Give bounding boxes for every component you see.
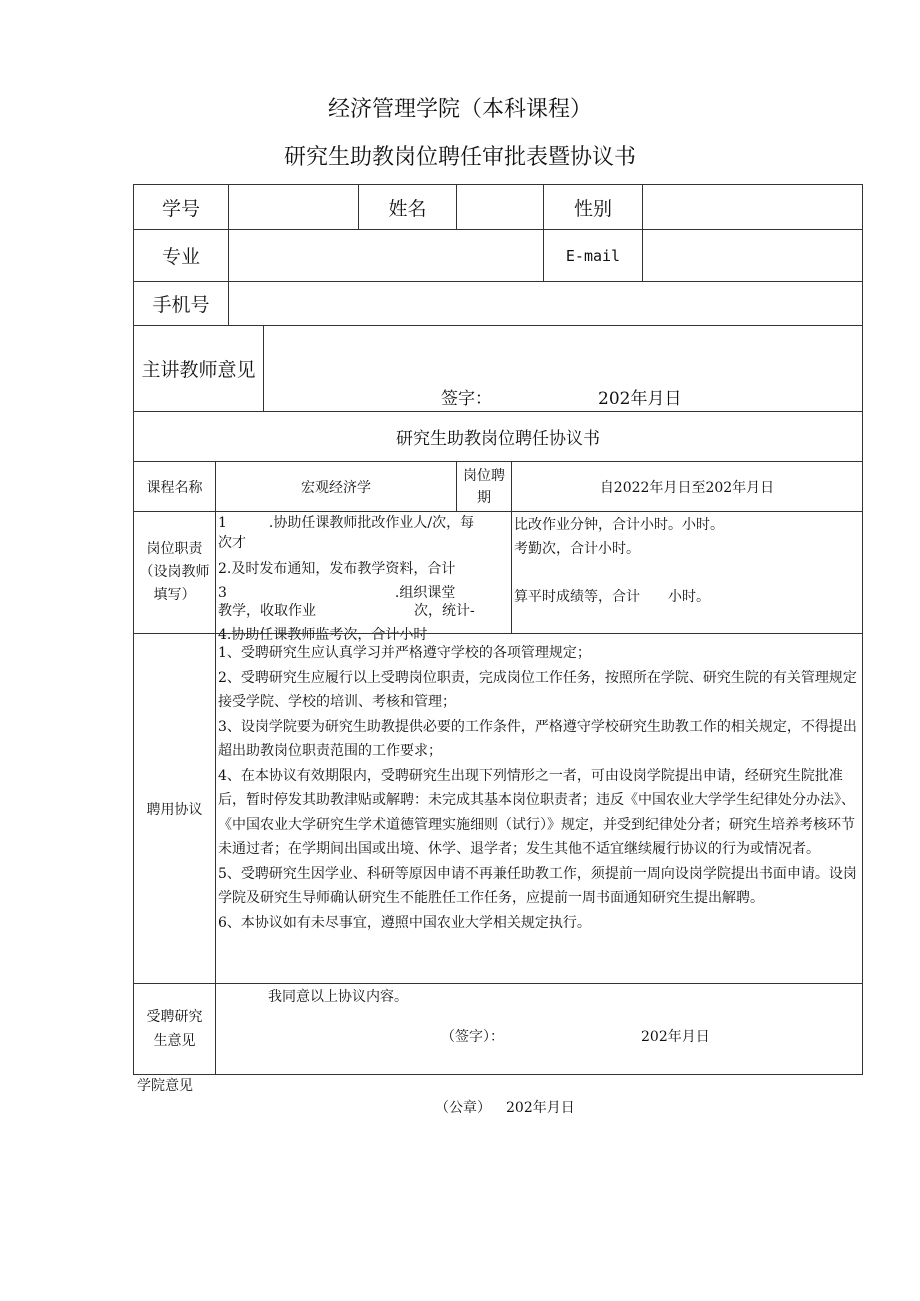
label-phone: 手机号 [133,281,229,326]
label-period: 岗位聘期 [456,461,512,512]
label-name: 姓名 [358,184,457,230]
label-gender: 性别 [543,184,643,230]
duty-line: 考勤次，合计小时。 [514,541,640,557]
title-form: 研究生助教岗位聘任审批表暨协议书 [283,145,636,170]
consent-sign-label: （签字）： [441,1029,504,1045]
label-duties: 岗位职责（设岗教师填写） [133,511,216,634]
college-seal: （公章） [435,1100,491,1116]
consent-body[interactable] [215,983,863,1075]
duty-line: 算平时成绩等，合计 小时。 [514,589,710,605]
field-gender[interactable] [642,184,863,230]
title-college: 经济管理学院（本科课程） [327,97,592,122]
period-value: 自2022年月日至202年月日 [511,461,863,512]
teacher-sign-label: 签字： [441,389,492,409]
label-major: 专业 [133,229,229,282]
label-course: 课程名称 [133,461,216,512]
consent-date: 202年月日 [641,1029,710,1045]
college-date: 202年月日 [506,1100,575,1116]
duty-line: 2.及时发布通知，发布教学资料，合计 [218,561,456,577]
duty-line: 4.协助任课教师监考次，合计小时 [218,627,428,643]
teacher-sign-date: 202年月日 [598,389,682,409]
field-name[interactable] [456,184,544,230]
section-title: 研究生助教岗位聘任协议书 [133,411,863,462]
course-value: 宏观经济学 [215,461,457,512]
duties-left [215,511,512,643]
field-major[interactable] [228,229,544,282]
agreement-item: 4、在本协议有效期限内，受聘研究生出现下列情形之一者，可由设岗学院提出申请，经研究生院批准后，暂时停发其助教津贴或解聘：未完成其基本岗位职责者；违反《中国农业大学学生纪律处分办法》、《中国农业大学研究生学术道德管理实施细则（试行）》规定，并受到纪律处分者；研究生培养考核环节未通过者；在学期间出国或出境、休学、退学者；发生其他不适宜继续履行协议的行为或情况者。 [218,767,855,857]
consent-text: 我同意以上协议内容。 [268,989,408,1005]
label-teacher-opinion: 主讲教师意见 [133,325,264,412]
duty-line: 次才 [218,535,246,551]
agreement-item: 2、受聘研究生应履行以上受聘岗位职责，完成岗位工作任务，按照所在学院、研究生院的有关管理规定接受学院、学校的培训、考核和管理； [218,669,857,710]
duty-line: 1 .协助任课教师批改作业人/次，每 [218,515,475,531]
duty-line: 比改作业分钟，合计小时。小时。 [514,517,724,533]
label-agreement: 聘用协议 [133,633,216,984]
college-opinion-label: 学院意见 [137,1078,193,1094]
field-email[interactable] [642,229,863,282]
agreement-body [215,633,863,984]
label-student-id: 学号 [133,184,229,230]
agreement-item: 3、设岗学院要为研究生助教提供必要的工作条件，严格遵守学校研究生助教工作的相关规定，不得提出超出助教岗位职责范围的工作要求； [218,718,857,759]
field-student-id[interactable] [228,184,359,230]
agreement-item: 5、受聘研究生因学业、科研等原因申请不再兼任助教工作，须提前一周向设岗学院提出书面申请。设岗学院及研究生导师确认研究生不能胜任工作任务，应提前一周书面通知研究生提出解聘。 [218,865,857,906]
agreement-item: 6、本协议如有未尽事宜，遵照中国农业大学相关规定执行。 [218,914,591,931]
duty-line: 教学，收取作业 次，统计- [218,603,475,619]
agreement-item: 1、受聘研究生应认真学习并严格遵守学校的各项管理规定； [218,645,591,661]
field-phone[interactable] [228,281,863,326]
duties-right [511,511,863,634]
label-email: E-mail [543,229,643,282]
field-teacher-opinion[interactable] [263,325,863,412]
label-consent: 受聘研究生意见 [133,983,216,1075]
duty-line: 3 .组织课堂 [218,585,456,601]
